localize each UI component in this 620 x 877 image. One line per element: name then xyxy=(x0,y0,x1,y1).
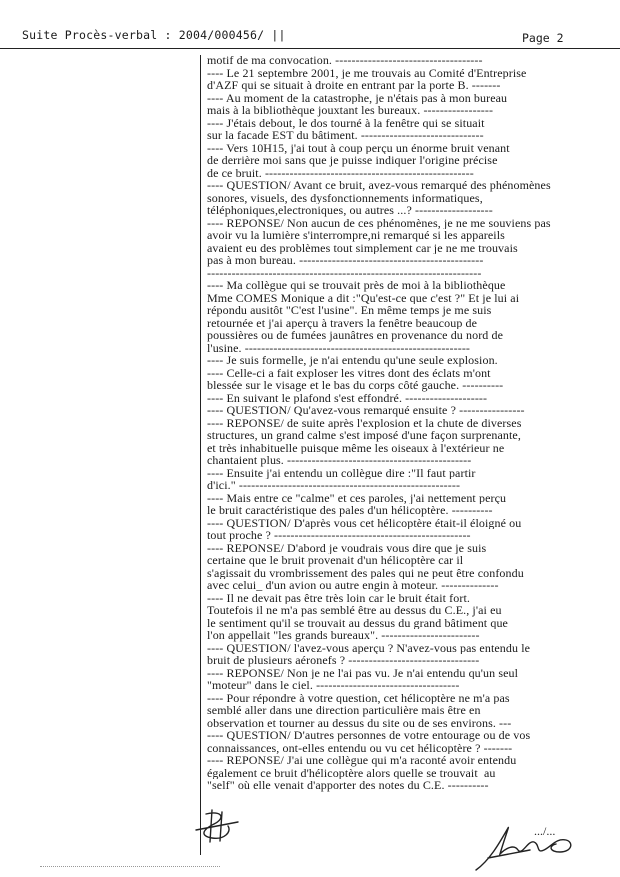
text-line: avoir vu la lumière s'interrompre,ni remarqué si les appareils xyxy=(207,229,505,242)
text-line: bruit de plusieurs aéronefs ? -------------------------------- xyxy=(207,654,480,667)
text-line: le bruit caractéristique des pales d'un hélicoptère. ---------- xyxy=(207,504,493,517)
text-line: ---- REPONSE/ Non aucun de ces phénomènes, je ne me souviens pas xyxy=(207,216,551,229)
text-line: de derrière moi sans que je puisse indiquer l'origine précise xyxy=(207,154,498,167)
text-line: ---- QUESTION/ D'après vous cet hélicoptère était-il éloigné ou xyxy=(207,516,522,529)
text-line: ---- REPONSE/ J'ai une collègue qui m'a raconté avoir entendu xyxy=(207,754,517,767)
text-line: ---- QUESTION/ l'avez-vous aperçu ? N'avez-vous pas entendu le xyxy=(207,641,531,654)
header-divider xyxy=(0,48,620,49)
text-line: ---- Ensuite j'ai entendu un collègue dire :"Il faut partir xyxy=(207,466,476,479)
footer-dotted-line xyxy=(40,866,220,870)
text-line: ---- REPONSE/ de suite après l'explosion et la chute de diverses xyxy=(207,416,522,429)
margin-rule xyxy=(200,55,201,855)
text-line: tout proche ? ------------------------------------------------ xyxy=(207,529,471,542)
text-line: sur la facade EST du bâtiment. ------------------------------ xyxy=(207,129,484,142)
text-line: ---- Je suis formelle, je n'ai entendu qu'une seule explosion. xyxy=(207,354,498,367)
text-line: ---- Mais entre ce "calme" et ces paroles, j'ai nettement perçu xyxy=(207,491,507,504)
officer-signature xyxy=(470,820,580,875)
text-line: semblé aller dans une direction particulière mais être en xyxy=(207,704,481,717)
text-line: "self" où elle venait d'apporter des notes du C.E. ---------- xyxy=(207,779,489,792)
text-line: avec celui_ d'un avion ou autre engin à moteur. -------------- xyxy=(207,579,499,592)
text-line: avaient eu des problèmes tout simplement car je ne me trouvais xyxy=(207,241,518,254)
text-line: ---- J'étais debout, le dos tourné à la fenêtre qui se situait xyxy=(207,116,485,129)
text-line: ---- En suivant le plafond s'est effondré. -------------------- xyxy=(207,391,488,404)
text-line: sonores, visuels, des dysfonctionnements informatiques, xyxy=(207,191,483,204)
text-line: motif de ma convocation. ------------------------------------ xyxy=(207,54,483,67)
text-line: blessée sur le visage et le bas du corps côté gauche. ---------- xyxy=(207,379,504,392)
text-line: répondu ausitôt "C'est l'usine". En même temps je me suis xyxy=(207,304,492,317)
text-line: l'on appellait "les grands bureaux". ------------------------ xyxy=(207,629,480,642)
header-reference: Suite Procès-verbal : 2004/000456/ || xyxy=(22,28,286,42)
initials-signature xyxy=(192,808,244,844)
text-line: téléphoniques,electroniques, ou autres ...? ------------------- xyxy=(207,204,493,217)
header-page-number: Page 2 xyxy=(522,31,564,45)
text-line: ---- Ma collègue qui se trouvait près de moi à la bibliothèque xyxy=(207,279,506,292)
continuation-mark: .../... xyxy=(534,824,556,838)
text-line: ---- Vers 10H15, j'ai tout à coup perçu un énorme bruit venant xyxy=(207,141,510,154)
text-line: pas à mon bureau. --------------------------------------------- xyxy=(207,254,484,267)
text-line: chantaient plus. --------------------------------------------- xyxy=(207,454,472,467)
statement-body xyxy=(207,54,607,792)
text-line: certaine que le bruit provenait d'un hélicoptère car il xyxy=(207,554,464,567)
text-line: connaissances, ont-elles entendu ou vu cet hélicoptère ? ------- xyxy=(207,741,513,754)
text-line: poussières ou de fumées jaunâtres en provenance du nord de xyxy=(207,329,504,342)
text-line: ---- Celle-ci a fait exploser les vitres dont des éclats m'ont xyxy=(207,366,491,379)
text-line: le sentiment qu'il se trouvait au dessus du grand bâtiment que xyxy=(207,616,508,629)
text-line: "moteur" dans le ciel. ----------------------------------- xyxy=(207,679,460,692)
text-line: de ce bruit. --------------------------------------------------- xyxy=(207,166,474,179)
text-line: également ce bruit d'hélicoptère alors quelle se trouvait au xyxy=(207,766,496,779)
text-line: d'AZF qui se situait à droite en entrant par la porte B. ------- xyxy=(207,79,501,92)
text-line: ---- QUESTION/ Avant ce bruit, avez-vous remarqué des phénomènes xyxy=(207,179,551,192)
text-line: ---- Il ne devait pas être très loin car le bruit était fort. xyxy=(207,591,470,604)
text-line: s'agissait du vrombrissement des pales qui ne peut être confondu xyxy=(207,566,524,579)
text-line: l'usine. ------------------------------------------------------- xyxy=(207,341,471,354)
text-line: ---- Pour répondre à votre question, cet hélicoptère ne m'a pas xyxy=(207,691,510,704)
text-line: et très inhabituelle puisque même les oiseaux à l'extérieur ne xyxy=(207,441,505,454)
text-line: ------------------------------------------------------------------- xyxy=(207,266,482,279)
text-line: mais à la bibliothèque jouxtant les bureaux. ----------------- xyxy=(207,104,494,117)
text-line: Toutefois il ne m'a pas semblé être au dessus du C.E., j'ai eu xyxy=(207,604,502,617)
text-line: ---- QUESTION/ D'autres personnes de votre entourage ou de vos xyxy=(207,729,531,742)
text-line: observation et tourner au dessus du site ou de ses environs. --- xyxy=(207,716,512,729)
text-line: ---- REPONSE/ Non je ne l'ai pas vu. Je n'ai entendu qu'un seul xyxy=(207,666,519,679)
text-line: Mme COMES Monique a dit :"Qu'est-ce que c'est ?" Et je lui ai xyxy=(207,291,520,304)
text-line: ---- QUESTION/ Qu'avez-vous remarqué ensuite ? ---------------- xyxy=(207,404,525,417)
text-line: retournée et j'ai aperçu à travers la fenêtre beaucoup de xyxy=(207,316,478,329)
text-line: ---- Le 21 septembre 2001, je me trouvais au Comité d'Entreprise xyxy=(207,66,527,79)
text-line: ---- REPONSE/ D'abord je voudrais vous dire que je suis xyxy=(207,541,487,554)
text-line: ---- Au moment de la catastrophe, je n'étais pas à mon bureau xyxy=(207,91,508,104)
text-line: structures, un grand calme s'est imposé d'une façon surprenante, xyxy=(207,429,521,442)
text-line: d'ici." ------------------------------------------------------ xyxy=(207,479,461,492)
